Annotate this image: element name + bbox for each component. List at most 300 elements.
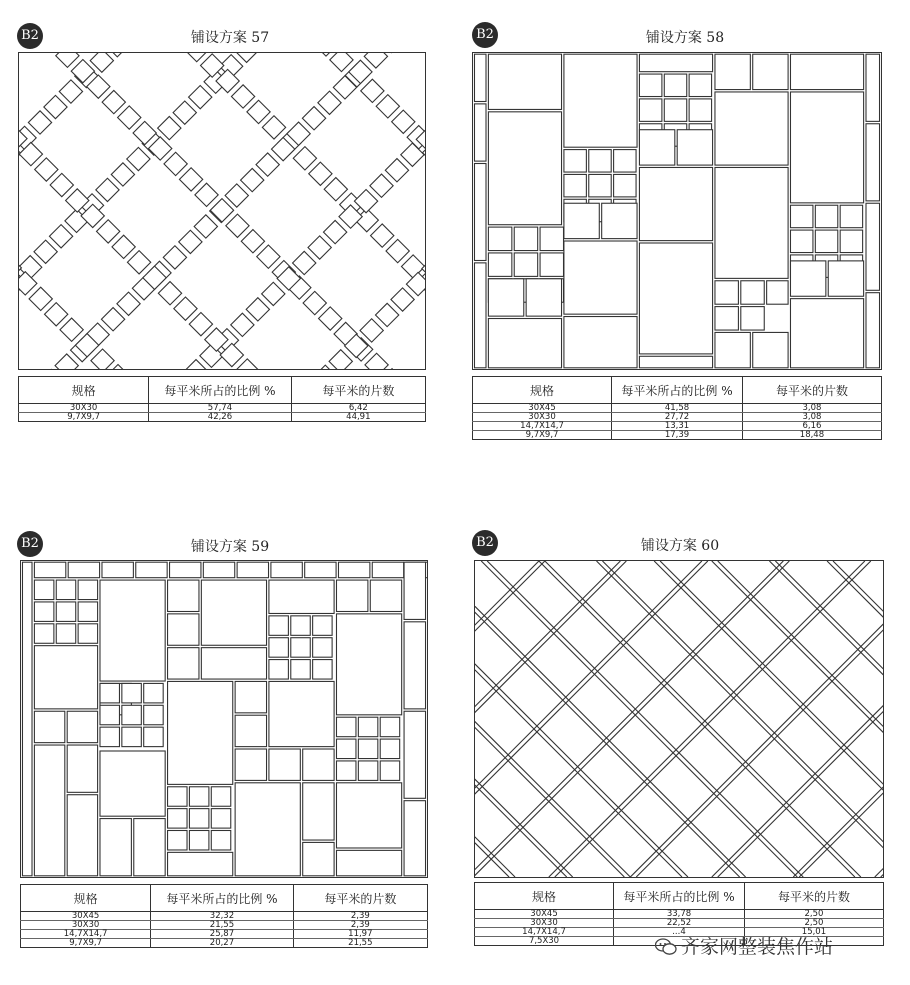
col-header-ratio: 每平米所占的比例 % bbox=[151, 885, 293, 912]
tile bbox=[91, 349, 114, 369]
joint-line bbox=[660, 561, 883, 877]
tile bbox=[741, 281, 764, 304]
tile bbox=[526, 279, 561, 316]
tile bbox=[291, 616, 310, 635]
tile bbox=[269, 638, 288, 657]
panel-title: 铺设方案 60 bbox=[640, 538, 720, 554]
table-cell: 2,39 bbox=[293, 921, 427, 930]
tile bbox=[664, 99, 686, 121]
lattice bbox=[19, 53, 425, 369]
tile bbox=[564, 203, 599, 238]
tile bbox=[840, 230, 862, 252]
tile bbox=[790, 54, 863, 89]
tile bbox=[866, 54, 880, 121]
tile bbox=[211, 830, 230, 849]
col-header-ratio: 每平米所占的比例 % bbox=[149, 377, 291, 404]
tile bbox=[257, 245, 280, 268]
tile bbox=[639, 74, 661, 96]
table-cell: 6,42 bbox=[291, 404, 425, 413]
tile bbox=[136, 562, 167, 578]
tile bbox=[189, 86, 212, 109]
tile bbox=[293, 147, 316, 170]
tile bbox=[271, 562, 302, 578]
joint-line bbox=[712, 561, 883, 877]
b2-badge: B2 bbox=[472, 22, 498, 48]
tile bbox=[179, 168, 202, 191]
tile bbox=[815, 205, 837, 227]
tile bbox=[488, 319, 561, 368]
table-row bbox=[21, 939, 428, 948]
tile bbox=[235, 681, 266, 712]
tile bbox=[840, 205, 862, 227]
tile bbox=[174, 297, 197, 320]
tile bbox=[236, 359, 259, 369]
table-cell: 15,01 bbox=[744, 928, 883, 937]
table-cell: 32,32 bbox=[151, 912, 293, 921]
table-cell: 7,5X30 bbox=[475, 937, 614, 946]
tile bbox=[715, 332, 750, 367]
tile bbox=[168, 809, 187, 828]
tile bbox=[715, 167, 788, 278]
tile bbox=[664, 74, 686, 96]
tile bbox=[44, 95, 67, 118]
tile bbox=[602, 203, 637, 238]
tile bbox=[102, 90, 125, 113]
tile bbox=[392, 110, 415, 133]
tile bbox=[689, 74, 711, 96]
col-header-spec: 规格 bbox=[473, 377, 612, 404]
joint-line bbox=[487, 561, 803, 877]
tile bbox=[49, 225, 72, 248]
tile bbox=[163, 246, 186, 269]
tile bbox=[231, 313, 254, 336]
watermark bbox=[655, 932, 833, 959]
tile bbox=[269, 580, 334, 613]
tile bbox=[488, 54, 561, 109]
tile bbox=[78, 580, 97, 599]
panel-title: 铺设方案 59 bbox=[190, 539, 270, 555]
tile bbox=[96, 178, 119, 201]
tile bbox=[336, 614, 401, 715]
tile bbox=[365, 353, 388, 369]
tile bbox=[67, 711, 97, 742]
tile bbox=[189, 830, 208, 849]
b2-badge: B2 bbox=[472, 530, 498, 556]
tile bbox=[308, 236, 331, 259]
tile bbox=[639, 243, 712, 354]
tile bbox=[336, 739, 355, 758]
table-cell: 13,31 bbox=[612, 422, 743, 431]
tile bbox=[29, 287, 52, 310]
col-header-count: 每平米的片数 bbox=[744, 883, 883, 910]
tile bbox=[50, 173, 73, 196]
spec-table bbox=[18, 376, 426, 422]
tile bbox=[866, 293, 880, 368]
tile bbox=[168, 580, 199, 611]
pattern-drawing bbox=[475, 561, 883, 877]
tile bbox=[235, 53, 258, 62]
tile bbox=[144, 705, 163, 724]
table-cell: 3,08 bbox=[742, 413, 881, 422]
tile bbox=[179, 230, 202, 253]
tile bbox=[111, 163, 134, 186]
tile bbox=[303, 783, 334, 840]
tile bbox=[540, 227, 563, 250]
tile bbox=[67, 795, 97, 876]
table-cell: 42,26 bbox=[149, 413, 291, 422]
table-cell: 30X30 bbox=[21, 921, 151, 930]
panel-title: 铺设方案 58 bbox=[645, 30, 725, 46]
table-cell: 41,58 bbox=[612, 404, 743, 413]
joint-line bbox=[555, 561, 871, 877]
table-cell: 30X45 bbox=[473, 404, 612, 413]
tile bbox=[404, 711, 425, 798]
tile bbox=[60, 318, 83, 341]
tile bbox=[168, 681, 233, 784]
tile bbox=[474, 104, 486, 161]
tile bbox=[488, 227, 511, 250]
tile bbox=[790, 299, 863, 368]
tile bbox=[231, 85, 254, 108]
tile bbox=[168, 787, 187, 806]
tile bbox=[336, 717, 355, 736]
tile bbox=[195, 183, 218, 206]
tile bbox=[391, 288, 414, 311]
tile bbox=[55, 354, 78, 369]
tile bbox=[170, 562, 201, 578]
tile bbox=[302, 107, 325, 130]
tile bbox=[293, 251, 316, 274]
tile bbox=[358, 761, 377, 780]
tile bbox=[241, 168, 264, 191]
joint-line bbox=[475, 561, 702, 877]
tile bbox=[117, 292, 140, 315]
tile bbox=[210, 199, 233, 222]
table-cell: 2,50 bbox=[744, 919, 883, 928]
tile bbox=[173, 101, 196, 124]
tile bbox=[78, 624, 97, 643]
tile bbox=[34, 624, 53, 643]
tile bbox=[380, 739, 399, 758]
table-cell: 21,55 bbox=[151, 921, 293, 930]
tile bbox=[639, 54, 712, 71]
joint-line bbox=[475, 561, 708, 877]
tile bbox=[122, 683, 141, 702]
joint-line bbox=[481, 561, 797, 877]
tile bbox=[371, 224, 394, 247]
tile bbox=[319, 307, 342, 330]
tile bbox=[790, 230, 812, 252]
tile bbox=[122, 705, 141, 724]
tile bbox=[67, 745, 97, 792]
table-cell: 30X30 bbox=[475, 919, 614, 928]
tile bbox=[474, 263, 486, 368]
tile bbox=[790, 92, 863, 203]
tile bbox=[370, 580, 401, 611]
table-row bbox=[19, 413, 426, 422]
tile bbox=[164, 152, 187, 175]
tile bbox=[715, 92, 788, 165]
tile bbox=[741, 307, 764, 330]
tile bbox=[639, 356, 712, 368]
joint-line bbox=[654, 561, 883, 877]
tile bbox=[336, 580, 367, 611]
tile bbox=[226, 214, 249, 237]
joint-line bbox=[539, 561, 855, 877]
tile bbox=[305, 562, 336, 578]
tile bbox=[324, 178, 347, 201]
tile bbox=[361, 79, 384, 102]
tile bbox=[866, 203, 880, 290]
tile bbox=[564, 317, 637, 368]
tile bbox=[689, 99, 711, 121]
tile bbox=[122, 727, 141, 746]
table-cell: 22,52 bbox=[614, 919, 745, 928]
table-row bbox=[473, 431, 882, 440]
tile bbox=[34, 602, 53, 621]
tile bbox=[677, 130, 712, 165]
col-header-count: 每平米的片数 bbox=[291, 377, 425, 404]
tile bbox=[474, 164, 486, 261]
tile bbox=[158, 282, 181, 305]
tile bbox=[56, 602, 75, 621]
joint-line bbox=[630, 561, 883, 877]
tile bbox=[540, 253, 563, 276]
tile bbox=[59, 80, 82, 103]
tile bbox=[303, 291, 326, 314]
tile bbox=[235, 783, 300, 876]
table-cell: 14,7X14,7 bbox=[475, 928, 614, 937]
table-cell: 2,39 bbox=[293, 912, 427, 921]
tile bbox=[358, 739, 377, 758]
table-cell: 57,74 bbox=[149, 404, 291, 413]
tile bbox=[385, 159, 408, 182]
table-cell: 14,7X14,7 bbox=[21, 930, 151, 939]
tile bbox=[376, 95, 399, 118]
spec-table bbox=[20, 884, 428, 948]
table-cell: 9,7X9,7 bbox=[473, 431, 612, 440]
tile bbox=[90, 53, 113, 72]
tile bbox=[269, 749, 300, 780]
table-cell: 3,08 bbox=[742, 404, 881, 413]
tile bbox=[639, 167, 712, 240]
tile bbox=[68, 562, 99, 578]
tile bbox=[100, 705, 119, 724]
tile bbox=[158, 116, 181, 139]
tile bbox=[358, 717, 377, 736]
tile bbox=[28, 111, 51, 134]
tile bbox=[370, 174, 393, 197]
col-header-spec: 规格 bbox=[19, 377, 149, 404]
tile bbox=[168, 830, 187, 849]
tile bbox=[168, 614, 199, 645]
wechat-icon bbox=[655, 938, 677, 956]
table-cell: 30X30 bbox=[19, 404, 149, 413]
tile bbox=[401, 255, 424, 278]
tile bbox=[211, 787, 230, 806]
tile bbox=[336, 783, 401, 848]
table-cell: ...4 bbox=[614, 928, 745, 937]
tile bbox=[45, 303, 68, 326]
tile bbox=[474, 54, 486, 101]
table-cell: 18,48 bbox=[742, 431, 881, 440]
tile bbox=[34, 562, 65, 578]
joint-line bbox=[475, 561, 630, 877]
tile bbox=[184, 360, 207, 369]
tile bbox=[262, 282, 285, 305]
table-cell: 17,39 bbox=[612, 431, 743, 440]
tile bbox=[56, 53, 79, 67]
col-header-ratio: 每平米所占的比例 % bbox=[614, 883, 745, 910]
tile bbox=[329, 350, 352, 369]
panel-title: 铺设方案 57 bbox=[190, 30, 270, 46]
tile bbox=[127, 147, 150, 170]
tile bbox=[303, 749, 334, 780]
tile bbox=[303, 842, 334, 875]
tile bbox=[144, 683, 163, 702]
tile bbox=[815, 230, 837, 252]
tile-pattern-mixed-rect bbox=[472, 52, 882, 370]
tile-pattern-diagonal-mixed bbox=[474, 560, 884, 878]
tile bbox=[514, 253, 537, 276]
tile bbox=[404, 622, 425, 709]
tile bbox=[101, 308, 124, 331]
tile bbox=[336, 761, 355, 780]
tile bbox=[639, 130, 674, 165]
tile bbox=[56, 624, 75, 643]
col-header-count: 每平米的片数 bbox=[293, 885, 427, 912]
tile bbox=[564, 150, 586, 172]
tile bbox=[309, 162, 332, 185]
tile bbox=[256, 153, 279, 176]
table-cell: 27,72 bbox=[612, 413, 743, 422]
table-cell: 30X30 bbox=[473, 413, 612, 422]
tile bbox=[194, 215, 217, 238]
table-cell: 20,27 bbox=[151, 939, 293, 948]
table-cell: 6,16 bbox=[742, 422, 881, 431]
tile bbox=[291, 638, 310, 657]
tile bbox=[269, 660, 288, 679]
col-header-spec: 规格 bbox=[475, 883, 614, 910]
tile bbox=[372, 562, 403, 578]
tile bbox=[753, 54, 788, 89]
tile bbox=[269, 616, 288, 635]
tile bbox=[380, 761, 399, 780]
tile bbox=[488, 279, 523, 316]
table-cell: 30X45 bbox=[475, 910, 614, 919]
tile bbox=[386, 239, 409, 262]
tile bbox=[639, 99, 661, 121]
table-cell: 33,78 bbox=[614, 910, 745, 919]
tile bbox=[514, 227, 537, 250]
joint-line bbox=[475, 561, 789, 877]
tile bbox=[241, 230, 264, 253]
tile bbox=[189, 787, 208, 806]
tile bbox=[34, 646, 97, 709]
tile bbox=[100, 819, 131, 876]
tile bbox=[247, 100, 270, 123]
tile bbox=[336, 850, 401, 875]
pattern-drawing bbox=[19, 53, 425, 369]
tile bbox=[790, 205, 812, 227]
pattern-drawing bbox=[21, 561, 427, 877]
tile bbox=[564, 54, 637, 147]
joint-line bbox=[475, 561, 515, 877]
tile bbox=[564, 241, 637, 314]
tile bbox=[211, 809, 230, 828]
tile bbox=[100, 727, 119, 746]
tile bbox=[375, 303, 398, 326]
tile bbox=[715, 54, 750, 89]
tile bbox=[237, 562, 268, 578]
col-header-ratio: 每平米所占的比例 % bbox=[612, 377, 743, 404]
tile bbox=[56, 580, 75, 599]
pattern-drawing bbox=[473, 53, 881, 369]
tile bbox=[168, 648, 199, 679]
tile bbox=[318, 91, 341, 114]
tile bbox=[488, 112, 561, 225]
tile bbox=[134, 819, 165, 876]
tile bbox=[225, 184, 248, 207]
tile bbox=[313, 616, 332, 635]
tile bbox=[97, 220, 120, 243]
tile bbox=[189, 809, 208, 828]
col-header-count: 每平米的片数 bbox=[742, 377, 881, 404]
tile bbox=[127, 251, 150, 274]
table-cell: 11,97 bbox=[293, 930, 427, 939]
tile bbox=[614, 174, 636, 196]
tile bbox=[34, 745, 64, 876]
tile bbox=[291, 660, 310, 679]
tile bbox=[144, 727, 163, 746]
joint-line bbox=[775, 561, 883, 877]
table-cell: 44,91 bbox=[291, 413, 425, 422]
col-header-spec: 规格 bbox=[21, 885, 151, 912]
table-cell: 9,7X9,7 bbox=[21, 939, 151, 948]
table-cell: 9,7X9,7 bbox=[19, 413, 149, 422]
tile bbox=[35, 158, 58, 181]
tile bbox=[246, 298, 269, 321]
tile bbox=[589, 174, 611, 196]
tile bbox=[404, 562, 425, 619]
tile bbox=[364, 53, 387, 68]
tile bbox=[100, 751, 165, 816]
joint-line bbox=[769, 561, 883, 877]
tile bbox=[338, 562, 369, 578]
tile bbox=[118, 106, 141, 129]
tile bbox=[100, 683, 119, 702]
tile bbox=[330, 53, 353, 72]
joint-line bbox=[475, 561, 746, 877]
tile bbox=[828, 261, 863, 296]
tile bbox=[200, 54, 223, 77]
tile bbox=[78, 602, 97, 621]
tile bbox=[22, 562, 32, 876]
table-cell: 2,50 bbox=[744, 910, 883, 919]
tile bbox=[203, 562, 234, 578]
watermark-text: 齐家网整装焦作站 bbox=[681, 936, 834, 958]
joint-line bbox=[712, 561, 883, 877]
tile bbox=[235, 749, 266, 780]
joint-line bbox=[827, 561, 883, 877]
tile-pattern-mixed-rect bbox=[20, 560, 428, 878]
tile bbox=[406, 272, 425, 295]
tile bbox=[269, 681, 334, 746]
tile bbox=[34, 240, 57, 263]
tile bbox=[790, 261, 825, 296]
tile bbox=[102, 562, 133, 578]
tile bbox=[34, 580, 53, 599]
